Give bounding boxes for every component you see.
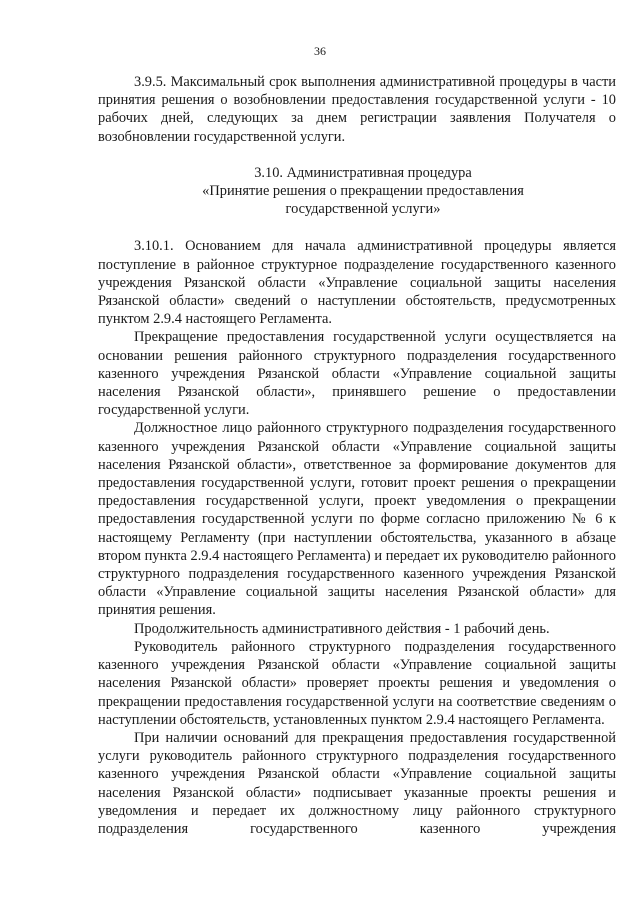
page-number: 36 — [314, 44, 326, 58]
paragraph-termination-basis: Прекращение предоставления государственной услуги осуществляется на основании решения районного структурного подразделения государственного казенного учреждения Рязанской области «Управление социальной защиты населения Рязанской области», принявшего решение о предоставлении государственной услуги. — [98, 329, 616, 419]
paragraph-duration: Продолжительность административного действия - 1 рабочий день. — [134, 620, 550, 637]
section-heading — [98, 164, 616, 219]
paragraph-3-9-5: 3.9.5. Максимальный срок выполнения административной процедуры в части принятия решения о возобновлении предоставления государственной услуги - 10 рабочих дней, следующих за днем регистрации заявления Получателя о возобновлении государственной услуги. — [98, 74, 616, 145]
document-body — [98, 73, 616, 838]
paragraph-head-signs: При наличии оснований для прекращения предоставления государственной услуги руководитель районного структурного подразделения государственного казенного учреждения Рязанской области «Управление социальной защиты населения Рязанской области» подписывает указанные проекты решения и уведомления и передает их должностному лицу районного структурного подразделения государственного казенного учреждения — [98, 729, 616, 837]
section-heading-line-2: «Принятие решения о прекращении предоставления — [202, 183, 524, 200]
section-heading-line-1: 3.10. Административная процедура — [254, 164, 472, 181]
paragraph-head-checks: Руководитель районного структурного подразделения государственного казенного учреждения Рязанской области «Управление социальной защиты населения Рязанской области» проверяет проекты решения и уведомления о прекращении предоставления государственной услуги на соответствие сведениям о наступлении обстоятельств, установленных пунктом 2.9.4 настоящего Регламента. — [98, 638, 616, 728]
paragraph-official-prepares: Должностное лицо районного структурного подразделения государственного казенного учреждения Рязанской области «Управление социальной защиты населения Рязанской области», ответственное за формирование документов для предоставления государственной услуги, готовит проект решения о прекращении предоставления государственной услуги, проект уведомления о прекращении предоставления государственной услуги по форме согласно приложению № 6 к настоящему Регламенту (при наступлении обстоятельства, указанного в абзаце втором пункта 2.9.4 настоящего Регламента) и передает их руководителю районного структурного подразделения государственного казенного учреждения Рязанской области «Управление социальной защиты населения Рязанской области» для принятия решения. — [98, 420, 616, 619]
paragraph-3-10-1: 3.10.1. Основанием для начала административной процедуры является поступление в районное структурное подразделение государственного казенного учреждения Рязанской области «Управление социальной защиты населения Рязанской области» сведений о наступлении обстоятельств, предусмотренных пунктом 2.9.4 настоящего Регламента. — [98, 238, 616, 328]
section-heading-line-3: государственной услуги» — [285, 201, 441, 218]
